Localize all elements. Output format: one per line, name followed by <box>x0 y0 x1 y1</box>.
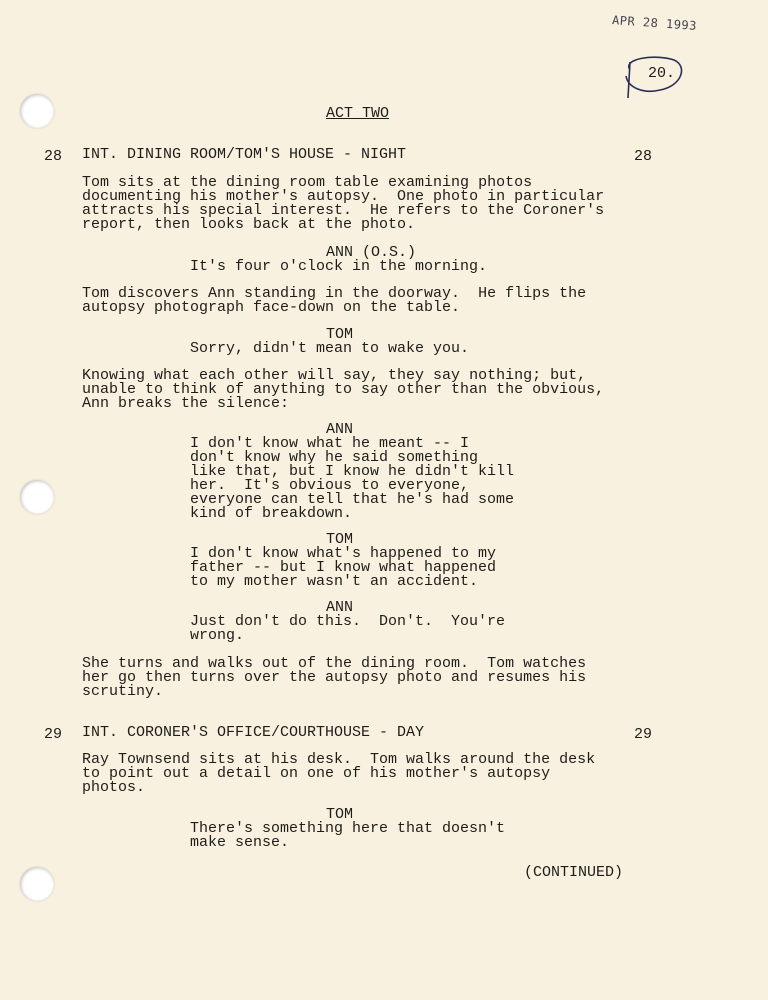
act-heading: ACT TWO <box>326 105 390 122</box>
scene-number-right: 28 <box>634 148 653 165</box>
action-paragraph: Knowing what each other will say, they say nothing; but, unable to think of anything to say other than the obvious, Ann breaks the silence: <box>82 367 605 412</box>
character-cue: TOM <box>326 806 354 823</box>
dialogue: I don't know what he meant -- I don't know why he said something like that, but I know he didn't kill her. It's obvious to everyone, everyone can tell that he's had some kind of breakdown. <box>190 435 515 522</box>
scene-number-left: 28 <box>44 148 63 165</box>
date-stamp: APR 28 1993 <box>611 13 698 33</box>
dialogue: Sorry, didn't mean to wake you. <box>190 340 470 357</box>
scene-heading: INT. CORONER'S OFFICE/COURTHOUSE - DAY <box>82 724 425 741</box>
dialogue: Just don't do this. Don't. You're wrong. <box>190 613 506 644</box>
character-cue: TOM <box>326 531 354 548</box>
character-cue: ANN (O.S.) <box>326 244 417 261</box>
character-cue: ANN <box>326 421 354 438</box>
dialogue: I don't know what's happened to my father -- but I know what happened to my mother wasn't an accident. <box>190 545 497 590</box>
action-paragraph: Ray Townsend sits at his desk. Tom walks around the desk to point out a detail on one of his mother's autopsy photos. <box>82 751 596 796</box>
page-number: 20. <box>648 65 676 82</box>
dialogue: It's four o'clock in the morning. <box>190 258 488 275</box>
continued-marker: (CONTINUED) <box>524 864 624 881</box>
page-number-circle <box>616 52 688 100</box>
punch-hole-top <box>20 94 54 128</box>
character-cue: TOM <box>326 326 354 343</box>
scene-heading: INT. DINING ROOM/TOM'S HOUSE - NIGHT <box>82 146 407 163</box>
punch-hole-middle <box>20 480 54 514</box>
punch-hole-bottom <box>20 867 54 901</box>
action-paragraph: Tom sits at the dining room table examining photos documenting his mother's autopsy. One photo in particular attracts his special interest. He refers to the Coroner's report, then looks back at the photo. <box>82 174 605 233</box>
dialogue: There's something here that doesn't make sense. <box>190 820 506 851</box>
scene-number-right: 29 <box>634 726 653 743</box>
action-paragraph: Tom discovers Ann standing in the doorway. He flips the autopsy photograph face-down on the table. <box>82 285 587 316</box>
scene-number-left: 29 <box>44 726 63 743</box>
action-paragraph: She turns and walks out of the dining room. Tom watches her go then turns over the autopsy photo and resumes his scrutiny. <box>82 655 587 700</box>
character-cue: ANN <box>326 599 354 616</box>
